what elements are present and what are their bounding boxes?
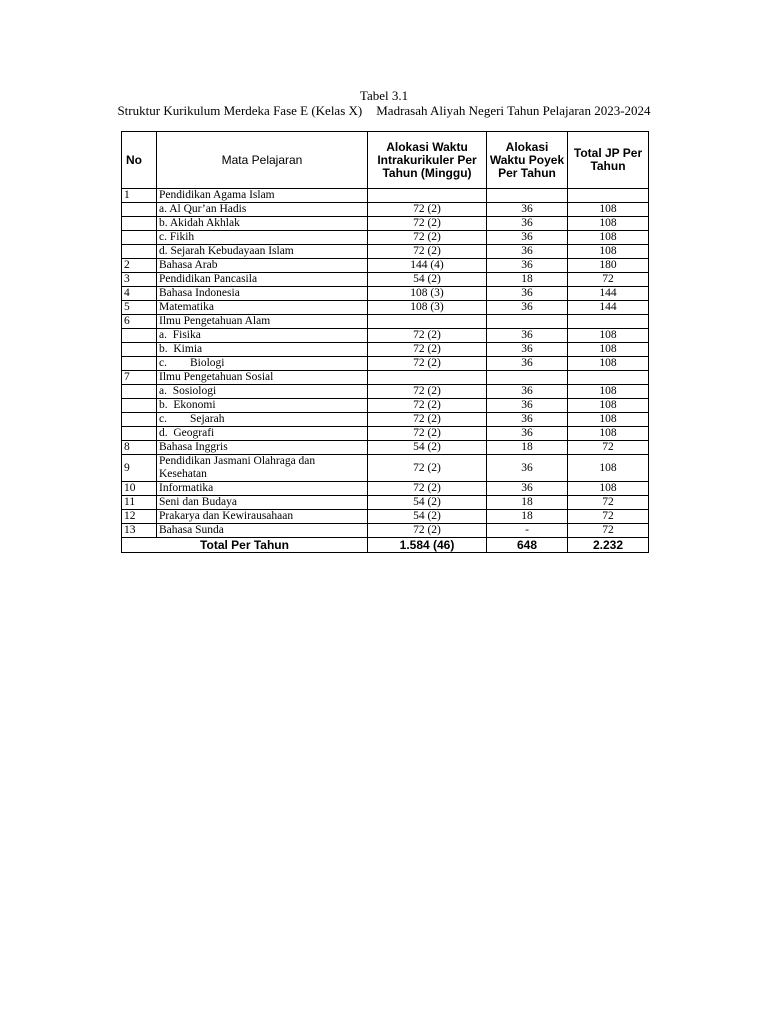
row-mata-pelajaran: Ilmu Pengetahuan Alam [157, 315, 368, 329]
row-intrakurikuler: 72 (2) [368, 524, 487, 538]
row-no: 1 [122, 189, 157, 203]
row-intrakurikuler [368, 371, 487, 385]
row-mata-pelajaran: a. Sosiologi [157, 385, 368, 399]
row-total-jp: 72 [568, 510, 649, 524]
row-total-jp [568, 371, 649, 385]
row-intrakurikuler: 72 (2) [368, 329, 487, 343]
table-row [122, 385, 649, 399]
row-no: 13 [122, 524, 157, 538]
row-total-jp: 144 [568, 287, 649, 301]
table-row [122, 441, 649, 455]
row-mata-pelajaran: Bahasa Arab [157, 259, 368, 273]
row-total-jp [568, 189, 649, 203]
row-proyek: 36 [487, 343, 568, 357]
row-total-jp [568, 315, 649, 329]
row-total-jp: 144 [568, 301, 649, 315]
row-total-jp: 108 [568, 482, 649, 496]
row-total-jp: 72 [568, 496, 649, 510]
row-mata-pelajaran: b. Ekonomi [157, 399, 368, 413]
subtitle-part-2: Madrasah Aliyah Negeri Tahun Pelajaran 2023-2024 [376, 103, 651, 118]
total-proyek: 648 [487, 538, 568, 553]
row-no: 5 [122, 301, 157, 315]
table-subtitle [0, 102, 768, 119]
total-label: Total Per Tahun [122, 538, 368, 553]
row-intrakurikuler: 72 (2) [368, 413, 487, 427]
table-body [122, 189, 649, 538]
table-row [122, 496, 649, 510]
row-mata-pelajaran: Informatika [157, 482, 368, 496]
row-proyek: 36 [487, 357, 568, 371]
row-mata-pelajaran: Bahasa Sunda [157, 524, 368, 538]
table-row [122, 259, 649, 273]
row-total-jp: 108 [568, 455, 649, 482]
row-total-jp: 180 [568, 259, 649, 273]
row-no [122, 413, 157, 427]
row-intrakurikuler: 72 (2) [368, 399, 487, 413]
row-total-jp: 108 [568, 329, 649, 343]
row-mata-pelajaran: d. Sejarah Kebudayaan Islam [157, 245, 368, 259]
table-row [122, 245, 649, 259]
table-row [122, 427, 649, 441]
row-proyek: 36 [487, 399, 568, 413]
row-proyek: 36 [487, 301, 568, 315]
row-intrakurikuler: 54 (2) [368, 510, 487, 524]
row-mata-pelajaran: Pendidikan Agama Islam [157, 189, 368, 203]
row-proyek: 36 [487, 385, 568, 399]
row-mata-pelajaran: Pendidikan Pancasila [157, 273, 368, 287]
row-mata-pelajaran: Prakarya dan Kewirausahaan [157, 510, 368, 524]
row-proyek: 36 [487, 287, 568, 301]
table-row [122, 301, 649, 315]
table-row [122, 413, 649, 427]
row-no [122, 357, 157, 371]
curriculum-table [121, 131, 649, 553]
row-total-jp: 108 [568, 413, 649, 427]
row-no: 8 [122, 441, 157, 455]
row-no [122, 203, 157, 217]
row-intrakurikuler: 54 (2) [368, 273, 487, 287]
row-proyek: 18 [487, 273, 568, 287]
row-no: 6 [122, 315, 157, 329]
row-mata-pelajaran: Ilmu Pengetahuan Sosial [157, 371, 368, 385]
row-no: 10 [122, 482, 157, 496]
row-intrakurikuler: 72 (2) [368, 455, 487, 482]
table-title: Tabel 3.1 [359, 88, 409, 103]
row-mata-pelajaran: a. Al Qur’an Hadis [157, 203, 368, 217]
table-row [122, 482, 649, 496]
row-proyek [487, 371, 568, 385]
header-proyek: Alokasi Waktu Poyek Per Tahun [487, 132, 568, 189]
table-header-row [122, 132, 649, 189]
row-no: 12 [122, 510, 157, 524]
row-proyek: - [487, 524, 568, 538]
row-no [122, 231, 157, 245]
row-intrakurikuler: 72 (2) [368, 385, 487, 399]
row-no [122, 343, 157, 357]
row-mata-pelajaran: a. Fisika [157, 329, 368, 343]
row-intrakurikuler: 72 (2) [368, 357, 487, 371]
row-intrakurikuler: 72 (2) [368, 245, 487, 259]
row-intrakurikuler: 72 (2) [368, 427, 487, 441]
row-total-jp: 108 [568, 427, 649, 441]
row-mata-pelajaran: d. Geografi [157, 427, 368, 441]
total-intrakurikuler: 1.584 (46) [368, 538, 487, 553]
table-row [122, 343, 649, 357]
total-jp: 2.232 [568, 538, 649, 553]
row-intrakurikuler: 72 (2) [368, 343, 487, 357]
row-proyek: 36 [487, 413, 568, 427]
table-row [122, 510, 649, 524]
row-no [122, 399, 157, 413]
row-total-jp: 108 [568, 203, 649, 217]
row-proyek: 36 [487, 245, 568, 259]
row-intrakurikuler: 72 (2) [368, 203, 487, 217]
row-intrakurikuler: 72 (2) [368, 482, 487, 496]
row-total-jp: 72 [568, 441, 649, 455]
table-row [122, 357, 649, 371]
row-mata-pelajaran: c. Biologi [157, 357, 368, 371]
header-total-jp: Total JP Per Tahun [568, 132, 649, 189]
row-total-jp: 108 [568, 231, 649, 245]
row-proyek: 36 [487, 259, 568, 273]
row-mata-pelajaran: Matematika [157, 301, 368, 315]
row-total-jp: 72 [568, 273, 649, 287]
row-total-jp: 108 [568, 357, 649, 371]
row-proyek: 36 [487, 203, 568, 217]
row-proyek: 36 [487, 482, 568, 496]
row-total-jp: 108 [568, 399, 649, 413]
row-total-jp: 108 [568, 245, 649, 259]
row-total-jp: 108 [568, 385, 649, 399]
row-intrakurikuler [368, 315, 487, 329]
row-intrakurikuler: 108 (3) [368, 287, 487, 301]
row-mata-pelajaran: Pendidikan Jasmani Olahraga dan Kesehatan [157, 455, 368, 482]
row-proyek: 36 [487, 329, 568, 343]
row-no: 3 [122, 273, 157, 287]
table-row [122, 287, 649, 301]
row-mata-pelajaran: Seni dan Budaya [157, 496, 368, 510]
row-intrakurikuler: 54 (2) [368, 496, 487, 510]
row-mata-pelajaran: b. Akidah Akhlak [157, 217, 368, 231]
row-intrakurikuler: 108 (3) [368, 301, 487, 315]
row-mata-pelajaran: c. Sejarah [157, 413, 368, 427]
row-proyek: 18 [487, 510, 568, 524]
row-mata-pelajaran: c. Fikih [157, 231, 368, 245]
row-no: 11 [122, 496, 157, 510]
row-intrakurikuler [368, 189, 487, 203]
row-no: 2 [122, 259, 157, 273]
row-proyek: 18 [487, 441, 568, 455]
row-no [122, 385, 157, 399]
table-row [122, 217, 649, 231]
row-no [122, 245, 157, 259]
header-no: No [122, 132, 157, 189]
table-row [122, 399, 649, 413]
row-proyek: 36 [487, 427, 568, 441]
row-mata-pelajaran: b. Kimia [157, 343, 368, 357]
table-row [122, 329, 649, 343]
row-proyek [487, 315, 568, 329]
row-proyek: 36 [487, 217, 568, 231]
row-proyek: 36 [487, 231, 568, 245]
row-mata-pelajaran: Bahasa Inggris [157, 441, 368, 455]
row-proyek: 18 [487, 496, 568, 510]
row-no [122, 217, 157, 231]
row-intrakurikuler: 72 (2) [368, 231, 487, 245]
header-mata-pelajaran: Mata Pelajaran [157, 132, 368, 189]
table-row [122, 203, 649, 217]
row-intrakurikuler: 72 (2) [368, 217, 487, 231]
subtitle-part-1: Struktur Kurikulum Merdeka Fase E (Kelas X) [117, 103, 363, 118]
row-proyek [487, 189, 568, 203]
table-row [122, 524, 649, 538]
table-row [122, 455, 649, 482]
table-row [122, 315, 649, 329]
row-no: 9 [122, 455, 157, 482]
table-row [122, 273, 649, 287]
row-intrakurikuler: 144 (4) [368, 259, 487, 273]
row-proyek: 36 [487, 455, 568, 482]
row-no [122, 427, 157, 441]
table-row [122, 231, 649, 245]
row-total-jp: 108 [568, 217, 649, 231]
row-total-jp: 108 [568, 343, 649, 357]
row-total-jp: 72 [568, 524, 649, 538]
row-no: 7 [122, 371, 157, 385]
table-row [122, 189, 649, 203]
table-row [122, 371, 649, 385]
row-mata-pelajaran: Bahasa Indonesia [157, 287, 368, 301]
row-no [122, 329, 157, 343]
total-row [122, 538, 649, 553]
row-intrakurikuler: 54 (2) [368, 441, 487, 455]
row-no: 4 [122, 287, 157, 301]
header-intrakurikuler: Alokasi Waktu Intrakurikuler Per Tahun (Minggu) [368, 132, 487, 189]
